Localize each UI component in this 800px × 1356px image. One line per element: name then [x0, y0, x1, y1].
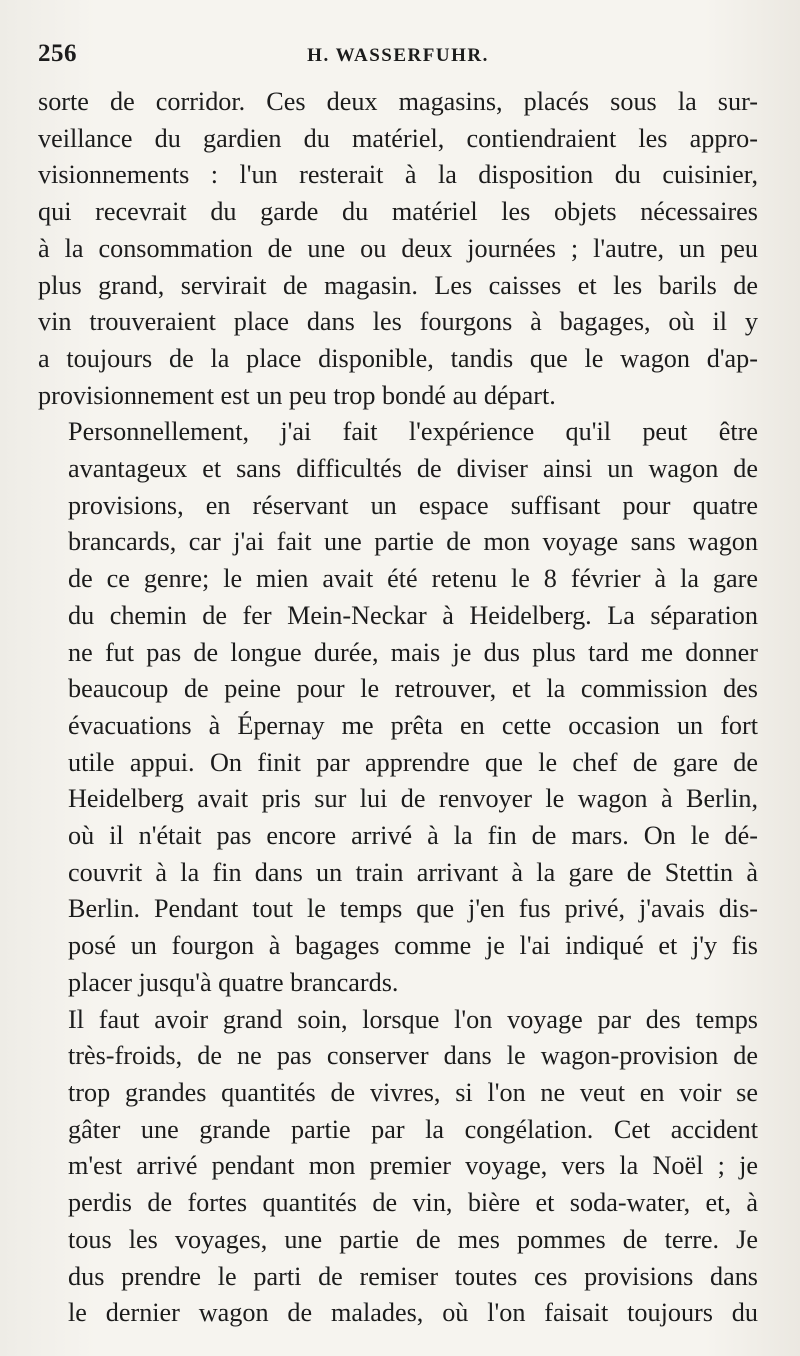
- text-line: qui recevrait du garde du matériel les objets nécessaires: [38, 197, 758, 227]
- text-line: placer jusqu'à quatre brancards.: [68, 967, 399, 997]
- running-head: [38, 34, 758, 76]
- paragraph: [38, 414, 758, 1001]
- text-line: Il faut avoir grand soin, lorsque l'on voyage par des temps: [68, 1004, 758, 1034]
- paragraph: [38, 1002, 758, 1332]
- text-line: le dernier wagon de malades, où l'on faisait toujours du: [68, 1298, 758, 1328]
- text-line: Personnellement, j'ai fait l'expérience qu'il peut être: [68, 417, 758, 447]
- text-line: plus grand, servirait de magasin. Les caisses et les barils de: [38, 270, 758, 300]
- text-line: à la consommation de une ou deux journées ; l'autre, un peu: [38, 233, 758, 263]
- text-line: vin trouveraient place dans les fourgons à bagages, où il y: [38, 307, 758, 337]
- text-line: très-froids, de ne pas conserver dans le wagon-provision de: [68, 1041, 758, 1071]
- text-line: de ce genre; le mien avait été retenu le 8 février à la gare: [68, 564, 758, 594]
- text-line: provisionnement est un peu trop bondé au départ.: [38, 380, 556, 410]
- text-line: Berlin. Pendant tout le temps que j'en fus privé, j'avais dis-: [68, 894, 758, 924]
- text-line: visionnements : l'un resterait à la disposition du cuisinier,: [38, 160, 758, 190]
- text-line: tous les voyages, une partie de mes pommes de terre. Je: [68, 1224, 758, 1254]
- text-line: a toujours de la place disponible, tandis que le wagon d'ap-: [38, 343, 758, 373]
- body-text: [38, 84, 758, 1332]
- running-title: H. WASSERFUHR.: [307, 45, 489, 66]
- text-line: trop grandes quantités de vivres, si l'on ne veut en voir se: [68, 1077, 758, 1107]
- text-line: évacuations à Épernay me prêta en cette occasion un fort: [68, 710, 758, 740]
- text-line: utile appui. On finit par apprendre que le chef de gare de: [68, 747, 758, 777]
- page-number: 256: [38, 40, 77, 67]
- paragraph: [38, 84, 758, 414]
- text-line: gâter une grande partie par la congélation. Cet accident: [68, 1114, 758, 1144]
- text-line: perdis de fortes quantités de vin, bière et soda-water, et, à: [68, 1188, 758, 1218]
- text-line: m'est arrivé pendant mon premier voyage, vers la Noël ; je: [68, 1151, 758, 1181]
- text-line: posé un fourgon à bagages comme je l'ai indiqué et j'y fis: [68, 931, 758, 961]
- text-line: provisions, en réservant un espace suffisant pour quatre: [68, 490, 758, 520]
- text-line: veillance du gardien du matériel, contiendraient les appro-: [38, 123, 758, 153]
- text-line: couvrit à la fin dans un train arrivant à la gare de Stettin à: [68, 857, 758, 887]
- text-line: beaucoup de peine pour le retrouver, et la commission des: [68, 674, 758, 704]
- text-line: où il n'était pas encore arrivé à la fin de mars. On le dé-: [68, 821, 758, 851]
- text-line: ne fut pas de longue durée, mais je dus plus tard me donner: [68, 637, 758, 667]
- text-line: avantageux et sans difficultés de diviser ainsi un wagon de: [68, 454, 758, 484]
- text-line: du chemin de fer Mein-Neckar à Heidelberg. La séparation: [68, 600, 758, 630]
- text-line: dus prendre le parti de remiser toutes ces provisions dans: [68, 1261, 758, 1291]
- text-line: sorte de corridor. Ces deux magasins, placés sous la sur-: [38, 87, 758, 116]
- text-line: Heidelberg avait pris sur lui de renvoyer le wagon à Berlin,: [68, 784, 758, 814]
- text-line: brancards, car j'ai fait une partie de mon voyage sans wagon: [68, 527, 758, 557]
